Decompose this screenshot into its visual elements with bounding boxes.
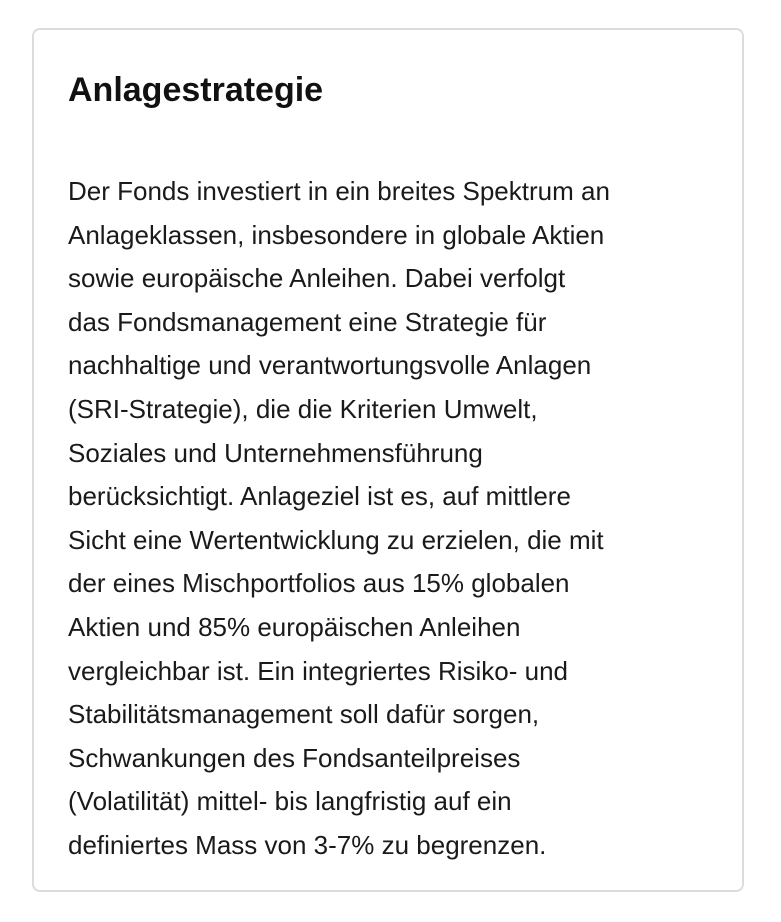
investment-strategy-card <box>32 28 744 892</box>
description-line: definiertes Mass von 3-7% zu begrenzen. <box>68 829 547 860</box>
description-line: sowie europäische Anleihen. Dabei verfolgt <box>68 263 566 294</box>
description-line: das Fondsmanagement eine Strategie für <box>68 306 547 337</box>
description-line: vergleichbar ist. Ein integriertes Risiko- und <box>68 655 568 686</box>
description-line: Aktien und 85% europäischen Anleihen <box>68 611 521 642</box>
strategy-description <box>68 170 610 868</box>
description-line: Sicht eine Wertentwicklung zu erzielen, die mit <box>68 524 604 555</box>
description-line: (SRI-Strategie), die die Kriterien Umwelt, <box>68 393 538 424</box>
description-line: Schwankungen des Fondsanteilpreises <box>68 742 521 773</box>
description-line: nachhaltige und verantwortungsvolle Anlagen <box>68 350 592 381</box>
description-line: Stabilitätsmanagement soll dafür sorgen, <box>68 699 540 730</box>
description-line: berücksichtigt. Anlageziel ist es, auf mittlere <box>68 481 571 512</box>
description-line: der eines Mischportfolios aus 15% globalen <box>68 568 570 599</box>
card-title: Anlagestrategie <box>68 71 324 109</box>
description-line: Soziales und Unternehmensführung <box>68 437 483 468</box>
description-line: Der Fonds investiert in ein breites Spektrum an <box>68 176 610 206</box>
description-line: Anlageklassen, insbesondere in globale Aktien <box>68 219 605 250</box>
description-line: (Volatilität) mittel- bis langfristig auf ein <box>68 786 512 817</box>
